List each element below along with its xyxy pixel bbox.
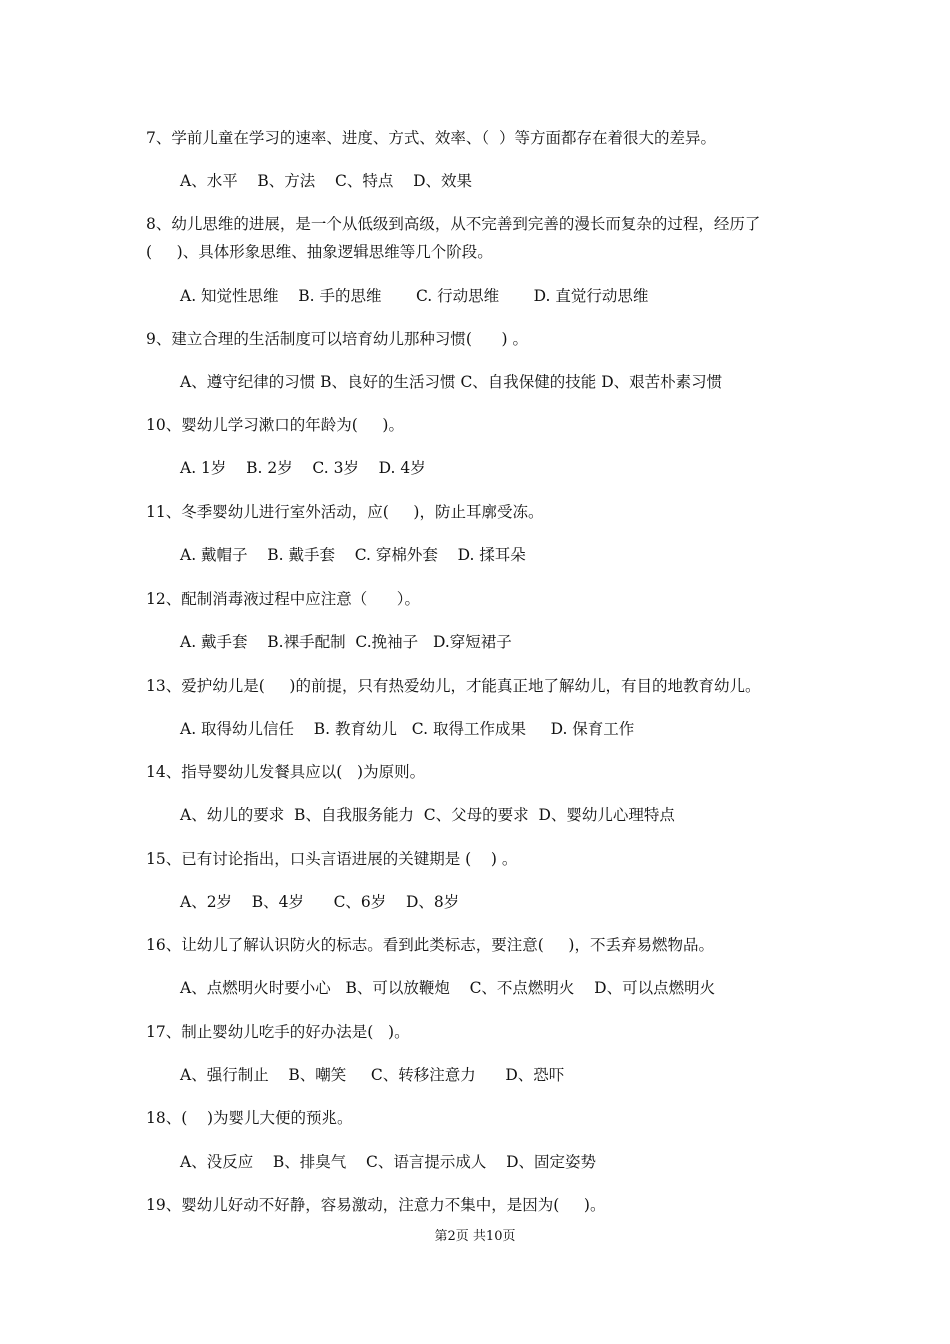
question-13: 13、爱护幼儿是( )的前提，只有热爱幼儿，才能真正地了解幼儿，有目的地教育幼儿。 — [146, 677, 761, 695]
question-14: 14、指导婴幼儿发餐具应以( )为原则。 — [146, 763, 426, 781]
question-10: 10、婴幼儿学习漱口的年龄为( )。 — [146, 416, 404, 434]
question-11: 11、冬季婴幼儿进行室外活动，应( )，防止耳廓受冻。 — [146, 503, 544, 521]
question-17: 17、制止婴幼儿吃手的好办法是( )。 — [146, 1023, 410, 1041]
options-8: A. 知觉性思维 B. 手的思维 C. 行动思维 D. 直觉行动思维 — [180, 287, 649, 305]
question-15: 15、已有讨论指出，口头言语进展的关键期是 ( ) 。 — [146, 850, 518, 868]
question-9: 9、建立合理的生活制度可以培育幼儿那种习惯( ) 。 — [146, 330, 528, 348]
question-19: 19、婴幼儿好动不好静，容易激动，注意力不集中，是因为( )。 — [146, 1196, 606, 1214]
question-7: 7、学前儿童在学习的速率、进度、方式、效率、（ ）等方面都存在着很大的差异。 — [146, 129, 716, 147]
question-18: 18、( )为婴儿大便的预兆。 — [146, 1109, 353, 1127]
options-14: A、幼儿的要求 B、自我服务能力 C、父母的要求 D、婴幼儿心理特点 — [180, 806, 675, 824]
options-11: A. 戴帽子 B. 戴手套 C. 穿棉外套 D. 揉耳朵 — [180, 546, 526, 564]
question-8-continued: ( )、具体形象思维、抽象逻辑思维等几个阶段。 — [146, 243, 493, 261]
options-17: A、强行制止 B、嘲笑 C、转移注意力 D、恐吓 — [180, 1066, 565, 1084]
options-9: A、遵守纪律的习惯 B、良好的生活习惯 C、自我保健的技能 D、艰苦朴素习惯 — [180, 373, 723, 391]
question-12: 12、配制消毒液过程中应注意（ ）。 — [146, 590, 421, 608]
options-13: A. 取得幼儿信任 B. 教育幼儿 C. 取得工作成果 D. 保育工作 — [180, 720, 635, 738]
question-8: 8、幼儿思维的进展，是一个从低级到高级，从不完善到完善的漫长而复杂的过程，经历了 — [146, 215, 761, 233]
page-footer: 第2页 共10页 — [434, 1229, 516, 1244]
options-15: A、2岁 B、4岁 C、6岁 D、8岁 — [180, 893, 460, 911]
options-7: A、水平 B、方法 C、特点 D、效果 — [180, 172, 472, 190]
options-18: A、没反应 B、排臭气 C、语言提示成人 D、固定姿势 — [180, 1153, 596, 1171]
question-16: 16、让幼儿了解认识防火的标志。看到此类标志，要注意( )，不丢弃易燃物品。 — [146, 936, 714, 954]
options-10: A. 1岁 B. 2岁 C. 3岁 D. 4岁 — [180, 459, 426, 477]
options-12: A. 戴手套 B.裸手配制 C.挽袖子 D.穿短裙子 — [180, 633, 512, 651]
options-16: A、点燃明火时要小心 B、可以放鞭炮 C、不点燃明火 D、可以点燃明火 — [180, 979, 716, 997]
